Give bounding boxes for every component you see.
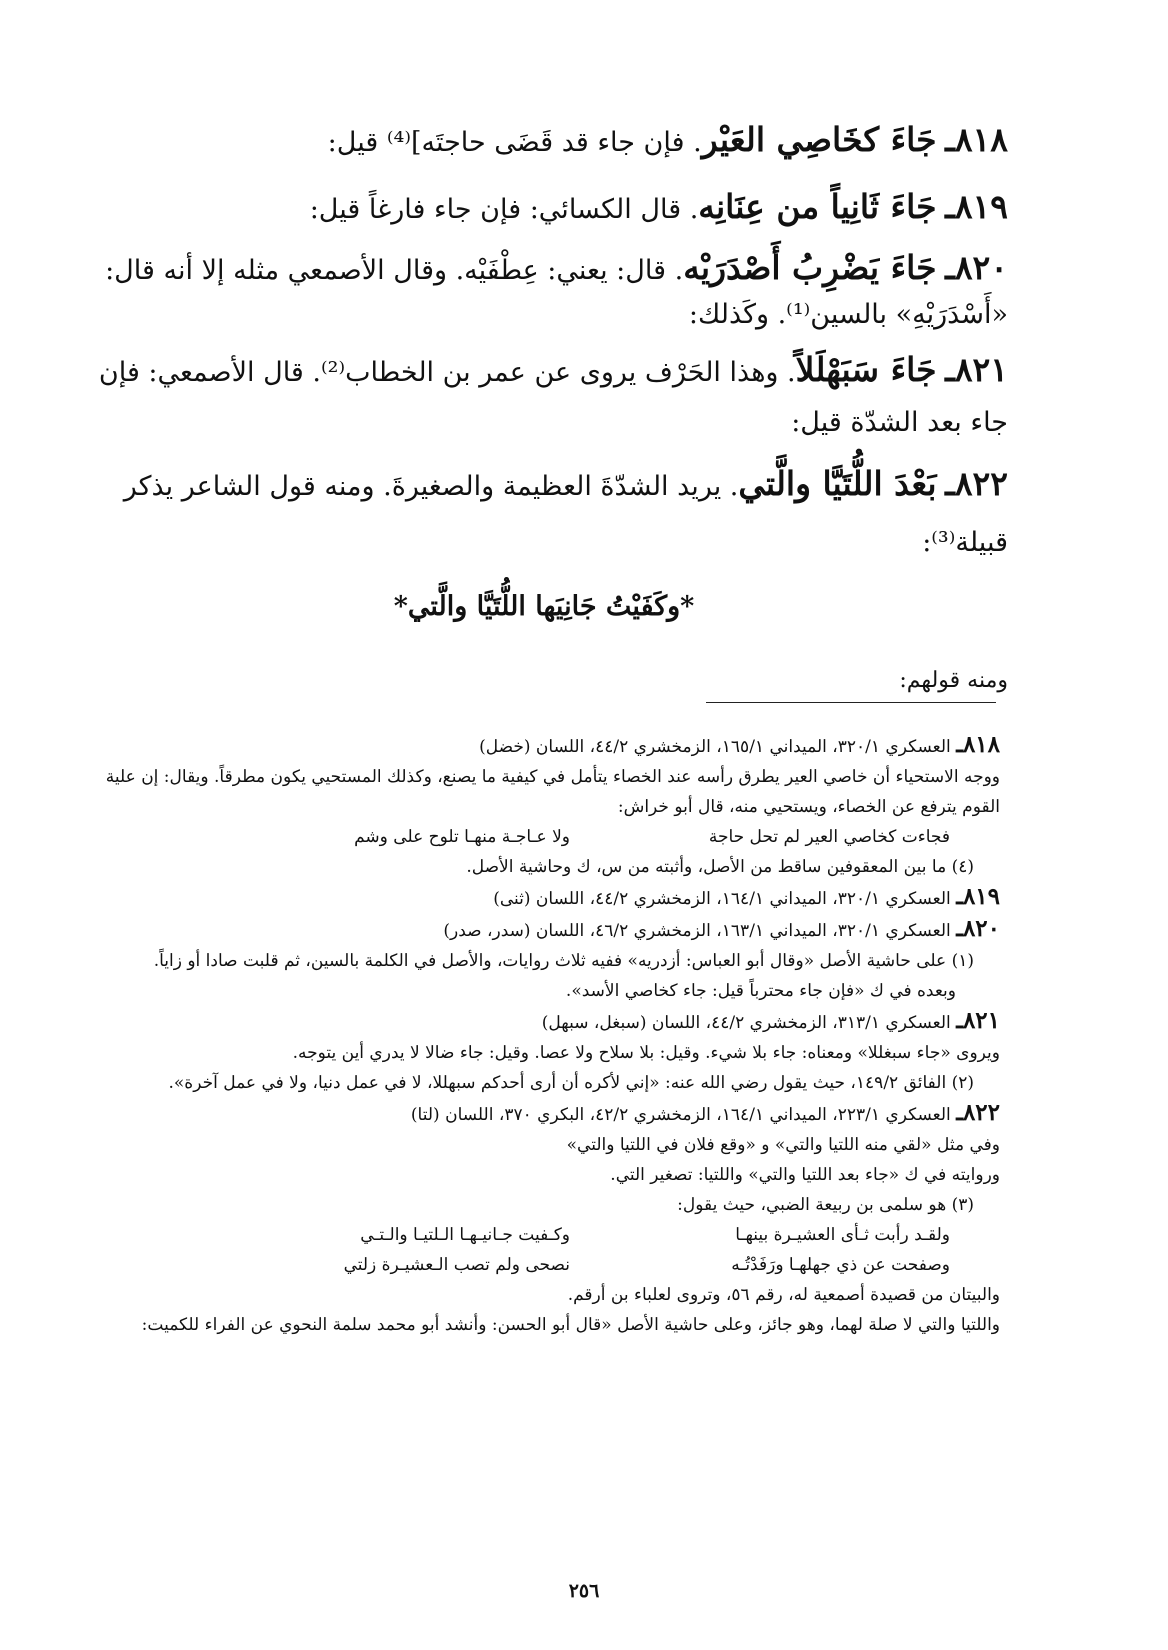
note-822-verse-1 — [80, 1220, 1000, 1250]
entry-820 — [80, 246, 1008, 337]
note-821-text: ويروى «جاء سبغللا» ومعناه: جاء بلا شيء. وقيل: بلا سلاح ولا عصا. وقيل: جاء ضالا لا يدري أين يتوجه. — [292, 1043, 1000, 1063]
note-sources: العسكري ٣٢٠/١، الميداني ١٦٣/١، الزمخشري ٤٦/٢، اللسان (سدر، صدر) — [443, 921, 951, 941]
entry-number: ٨١٩ـ — [945, 187, 1008, 226]
verse-line: *وكَفَيْتُ جَانِيَها اللُّتَيَّا والَّتي* — [393, 591, 695, 622]
entry-commentary: . فإن جاء قد قَضَى حاجتَه]⁽⁴⁾ قيل: — [327, 127, 702, 158]
main-text — [80, 112, 1008, 717]
footnote-divider — [706, 702, 996, 703]
closing-line: ومنه قولهم: — [899, 668, 1008, 693]
note-number: ٨١٨ـ — [956, 731, 1000, 758]
footnote-2: (٢) الفائق ١٤٩/٢، حيث يقول رضي الله عنه: «إني لأكره أن أرى أحدكم سبهللا، لا في عمل دنيا، ولا في عمل آخرة». — [168, 1073, 974, 1093]
proverb-text: بَعْدَ اللُّتَيَّا والَّتي — [738, 464, 937, 503]
entry-number: ٨٢٠ـ — [945, 248, 1008, 287]
footnote-1: (١) على حاشية الأصل «وقال أبو العباس: أزدريه» ففيه ثلاث روايات، والأصل في الكلمة بالسين، ثم قلبت صادا أو زاياً. — [153, 951, 974, 971]
verse-hemistich-1: وصفحت عن ذي جهلهـا ورَفَدْتُـه — [731, 1255, 950, 1275]
verse-hemistich-1: ولقـد رأبت ثـأى العشيـرة بينهـا — [735, 1225, 950, 1245]
entry-819 — [80, 179, 1008, 238]
verse-hemistich-2: وكـفيت جـانيـهـا الـلتيـا والـتـي — [360, 1225, 570, 1245]
note-sources: العسكري ٣٢٠/١، الميداني ١٦٥/١، الزمخشري ٤٤/٢، اللسان (خضل) — [479, 737, 951, 757]
note-sources: العسكري ٢٢٣/١، الميداني ١٦٤/١، الزمخشري ٤٢/٢، البكري ٣٧٠، اللسان (لتا) — [410, 1105, 951, 1125]
entry-commentary: . يريد الشدّةَ العظيمة والصغيرةَ. ومنه قول الشاعر يذكر قبيلة⁽³⁾: — [123, 471, 1008, 558]
entry-number: ٨٢١ـ — [945, 350, 1008, 389]
note-818-verse — [80, 822, 1000, 852]
note-822-sources — [80, 1098, 1000, 1130]
entry-number: ٨٢٢ـ — [945, 464, 1008, 503]
note-number: ٨٢٢ـ — [956, 1099, 1000, 1126]
entry-number: ٨١٨ـ — [945, 120, 1008, 159]
proverb-text: جَاءَ كخَاصِي العَيْر — [701, 120, 937, 159]
note-820-sources — [80, 914, 1000, 946]
entry-821 — [80, 345, 1008, 448]
note-819-sources — [80, 882, 1000, 914]
note-number: ٨١٩ـ — [956, 883, 1000, 910]
footnote-4: (٤) ما بين المعقوفين ساقط من الأصل، وأثبته من س، ك وحاشية الأصل. — [466, 857, 974, 877]
proverb-text: جَاءَ سَبَهْلَلاً — [795, 350, 937, 389]
note-820-text: وبعده في ك «فإن جاء محترباً قيل: جاء كخاصي الأسد». — [565, 981, 956, 1001]
page-number: ٢٥٦ — [568, 1580, 600, 1602]
note-sources: العسكري ٣٢٠/١، الميداني ١٦٤/١، الزمخشري ٤٤/٢، اللسان (ثنى) — [493, 889, 951, 909]
note-sources: العسكري ٣١٣/١، الزمخشري ٤٤/٢، اللسان (سبغل، سبهل) — [541, 1013, 951, 1033]
entry-818 — [80, 112, 1008, 171]
note-number: ٨٢١ـ — [956, 1007, 1000, 1034]
verse-hemistich-2: ولا عـاجـة منهـا تلوح على وشم — [354, 827, 570, 847]
entry-commentary: . وهذا الحَرْف يروى عن عمر بن الخطاب⁽²⁾. قال الأصمعي: فإن جاء بعد الشدّة قيل: — [98, 357, 1008, 438]
proverb-text: جَاءَ يَضْرِبُ أَصْدَرَيْه — [683, 248, 937, 287]
note-822-text-3: والبيتان من قصيدة أصمعية له، رقم ٥٦، وتروى لعلباء بن أرقم. — [567, 1285, 1000, 1305]
proverb-text: جَاءَ ثَانِياً من عِنَانِه — [698, 187, 937, 226]
note-number: ٨٢٠ـ — [956, 915, 1000, 942]
entry-commentary: . قال: يعني: عِطْفَيْه. وقال الأصمعي مثله إلا أنه قال: «أَسْدَرَيْهِ» بالسين⁽¹⁾. وكَذلك: — [105, 255, 1008, 330]
verse-hemistich-2: نصحى ولم تصب الـعشيـرة زلتي — [343, 1255, 570, 1275]
entry-commentary: . قال الكسائي: فإن جاء فارغاً قيل: — [309, 194, 699, 225]
note-822-text-2: وروايته في ك «جاء بعد اللتيا والتي» واللتيا: تصغير التي. — [610, 1165, 1000, 1185]
note-822-text-4: واللتيا والتي لا صلة لهما، وهو جائز، وعلى حاشية الأصل «قال أبو الحسن: وأنشد أبو محمد سلمة النحوي عن الفراء للكميت: — [141, 1315, 1000, 1335]
note-822-text-1: وفي مثل «لقي منه اللتيا والتي» و «وقع فلان في اللتيا والتي» — [566, 1135, 1000, 1155]
entry-822 — [80, 456, 1008, 571]
note-818-text: ووجه الاستحياء أن خاصي العير يطرق رأسه عند الخصاء يتأمل في كيفية ما يصنع، وكذلك المستحيي يكون مطرقاً. ويقال: إن علية القوم يترفع عن الخصاء، ويستحيي منه، قال أبو خراش: — [105, 767, 1000, 817]
note-822-verse-2 — [80, 1250, 1000, 1280]
footnote-3: (٣) هو سلمى بن ربيعة الضبي، حيث يقول: — [677, 1195, 974, 1215]
note-818-sources — [80, 730, 1000, 762]
note-821-sources — [80, 1006, 1000, 1038]
verse-hemistich-1: فجاءت كخاصي العير لم تحل حاجة — [708, 827, 950, 847]
footnotes — [80, 730, 1000, 1340]
